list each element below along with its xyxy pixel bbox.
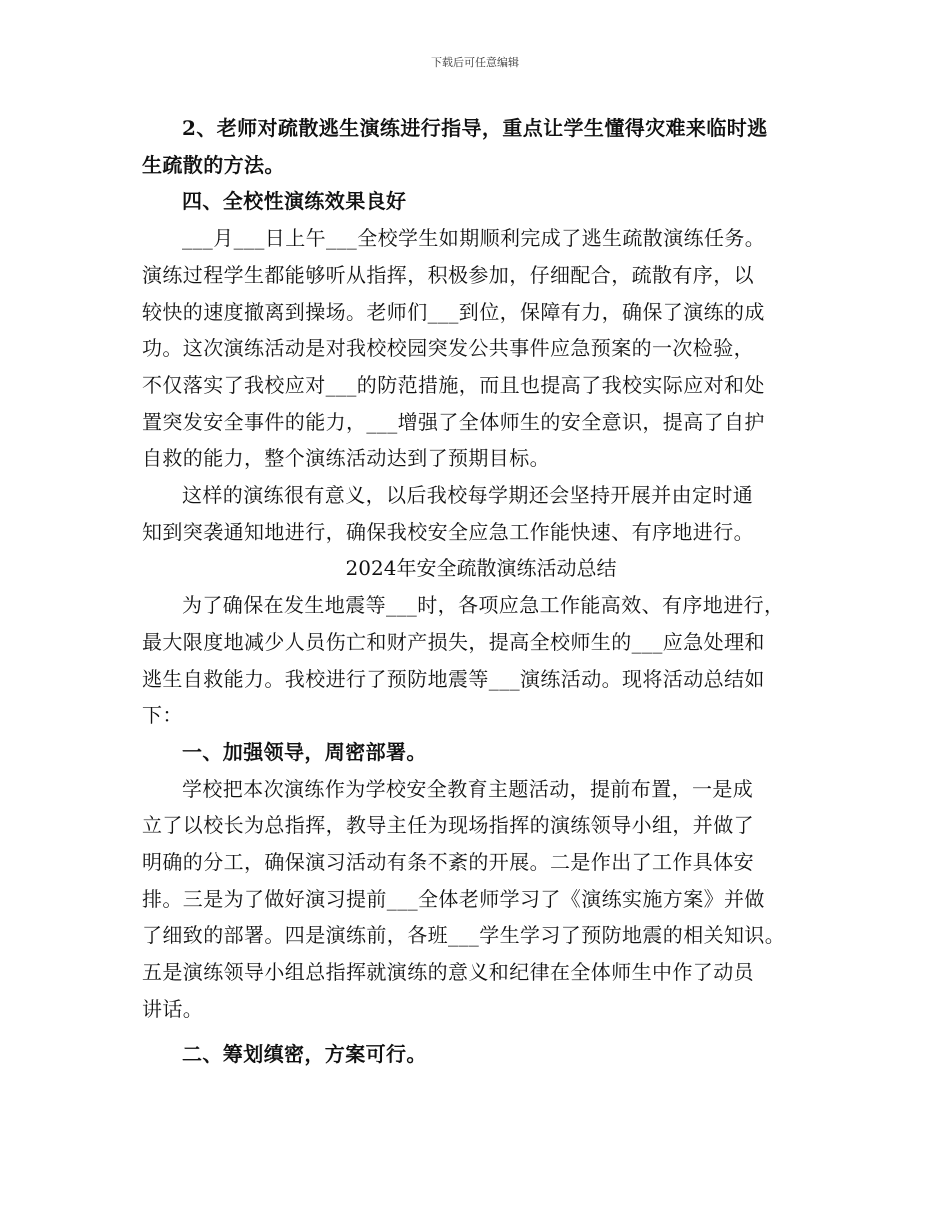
- text-line: 了细致的部署。四是演练前，各班___学生学习了预防地震的相关知识。: [142, 923, 786, 948]
- text-line: 这样的演练很有意义，以后我校每学期还会坚持开展并由定时通: [182, 483, 754, 508]
- heading-text: 二、筹划缜密，方案可行。: [182, 1041, 427, 1066]
- paragraph-teacher-guidance: [142, 110, 814, 183]
- text-line: 演练过程学生都能够听从指挥，积极参加，仔细配合，疏散有序，以: [142, 262, 754, 287]
- spacer: [142, 1028, 814, 1036]
- text-line: 立了以校长为总指挥，教导主任为现场指挥的演练领导小组，并做了: [142, 813, 754, 838]
- text-line: ___月___日上午___全校学生如期顺利完成了逃生疏散演练任务。: [182, 226, 766, 251]
- paragraph-leadership: [142, 771, 814, 1028]
- heading-text: 一、加强领导，周密部署。: [182, 739, 427, 764]
- section-heading-1: [142, 734, 814, 771]
- text-line: 五是演练领导小组总指挥就演练的意义和纪律在全体师生中作了动员: [142, 960, 754, 985]
- text-line: 为了确保在发生地震等___时，各项应急工作能高效、有序地进行，: [182, 593, 785, 618]
- text-line: 置突发安全事件的能力，___增强了全体师生的安全意识，提高了自护: [142, 409, 765, 434]
- text-line: 排。三是为了做好演习提前___全体老师学习了《演练实施方案》并做: [142, 886, 765, 911]
- text-line: 下：: [142, 703, 183, 728]
- paragraph-introduction: [142, 587, 814, 734]
- text-line: 较快的速度撤离到操场。老师们___到位，保障有力，确保了演练的成: [142, 299, 765, 324]
- heading-text: 四、全校性演练效果良好: [182, 189, 407, 214]
- document-title: 2024年安全疏散演练活动总结: [345, 556, 617, 581]
- text-line: 学校把本次演练作为学校安全教育主题活动，提前布置，一是成: [182, 776, 754, 801]
- text-line: 知到突袭通知地进行，确保我校安全应急工作能快速、有序地进行。: [142, 519, 754, 544]
- section-heading-2: [142, 1036, 814, 1073]
- paragraph-drill-result: [142, 220, 814, 477]
- text-line: 生疏散的方法。: [142, 152, 285, 177]
- paragraph-drill-meaning: [142, 477, 814, 550]
- text-line: 明确的分工，确保演习活动有条不紊的开展。二是作出了工作具体安: [142, 850, 754, 875]
- text-line: 最大限度地减少人员伤亡和财产损失，提高全校师生的___应急处理和: [142, 629, 765, 654]
- text-line: 自救的能力，整个演练活动达到了预期目标。: [142, 446, 550, 471]
- page-header-note: 下载后可任意编辑: [431, 56, 519, 69]
- text-line: 功。这次演练活动是对我校校园突发公共事件应急预案的一次检验，: [142, 336, 754, 361]
- text-line: 讲话。: [142, 996, 204, 1021]
- text-line: 不仅落实了我校应对___的防范措施，而且也提高了我校实际应对和处: [142, 372, 765, 397]
- text-line: 逃生自救能力。我校进行了预防地震等___演练活动。现将活动总结如: [142, 666, 765, 691]
- text-line: 2、老师对疏散逃生演练进行指导，重点让学生懂得灾难来临时逃: [182, 116, 768, 140]
- document-body: [142, 110, 814, 1072]
- section-heading-4: [142, 183, 814, 220]
